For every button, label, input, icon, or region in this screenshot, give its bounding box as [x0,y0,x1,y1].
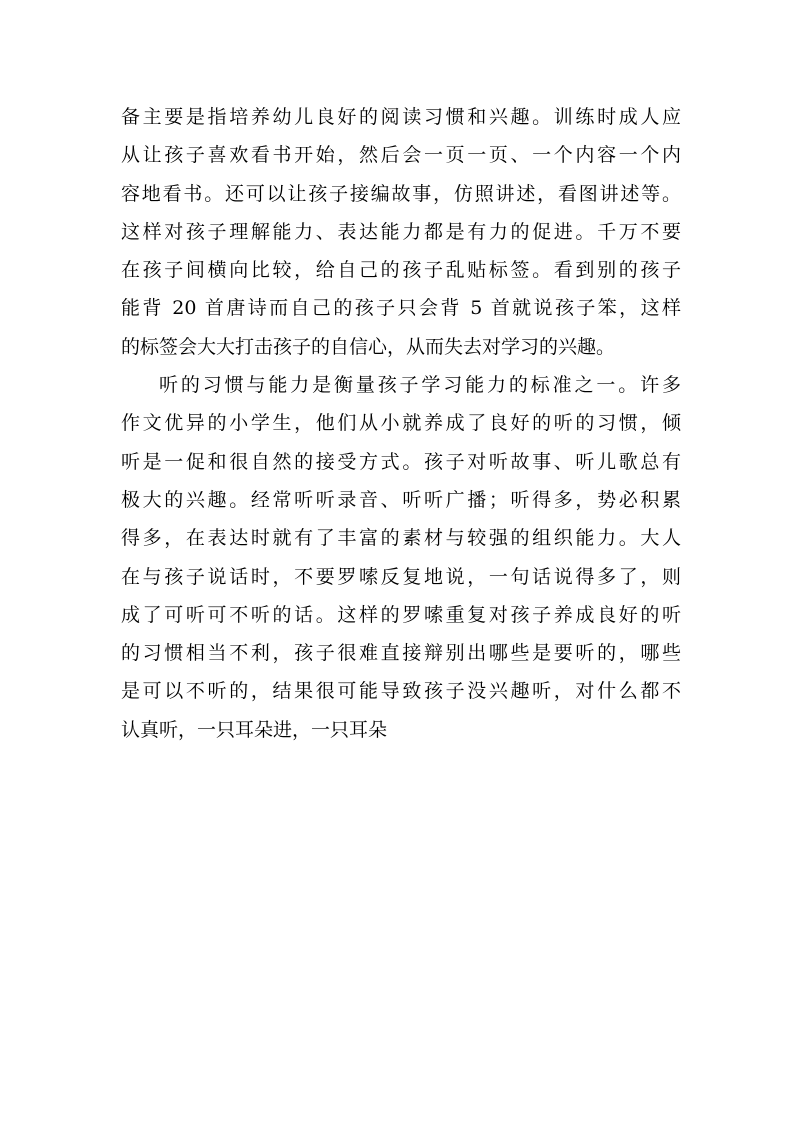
text-line: 认真听，一只耳朵进，一只耳朵 [121,718,388,741]
text-line: 从让孩子喜欢看书开始，然后会一页一页、一个内容一个内 [121,144,681,167]
text-line: 得多，在表达时就有了丰富的素材与较强的组织能力。大人 [121,527,681,550]
text-line: 听是一促和很自然的接受方式。孩子对听故事、听儿歌总有 [121,450,681,473]
text-line: 的标签会大大打击孩子的自信心，从而失去对学习的兴趣。 [121,335,616,358]
text-line: 的习惯相当不利，孩子很难直接辩别出哪些是要听的，哪些 [121,642,681,665]
text-line: 作文优异的小学生，他们从小就养成了良好的听的习惯，倾 [121,412,681,435]
body-text [121,98,681,749]
text-line: 在孩子间横向比较，给自己的孩子乱贴标签。看到别的孩子 [121,259,681,282]
paragraph-listening-habits [121,366,681,749]
text-line: 能背 20 首唐诗而自己的孩子只会背 5 首就说孩子笨，这样 [121,297,681,320]
text-line: 极大的兴趣。经常听听录音、听听广播；听得多，势必积累 [121,488,681,511]
text-line: 容地看书。还可以让孩子接编故事，仿照讲述，看图讲述等。 [121,182,681,205]
text-line: 听的习惯与能力是衡量孩子学习能力的标准之一。许多 [159,374,681,397]
text-line: 备主要是指培养幼儿良好的阅读习惯和兴趣。训练时成人应 [121,106,681,128]
text-line: 成了可听可不听的话。这样的罗嗦重复对孩子养成良好的听 [121,603,681,626]
text-line: 是可以不听的，结果很可能导致孩子没兴趣听，对什么都不 [121,680,681,703]
paragraph-reading-habits [121,98,681,366]
text-line: 这样对孩子理解能力、表达能力都是有力的促进。千万不要 [121,220,681,243]
text-line: 在与孩子说话时，不要罗嗦反复地说，一句话说得多了，则 [121,565,681,588]
